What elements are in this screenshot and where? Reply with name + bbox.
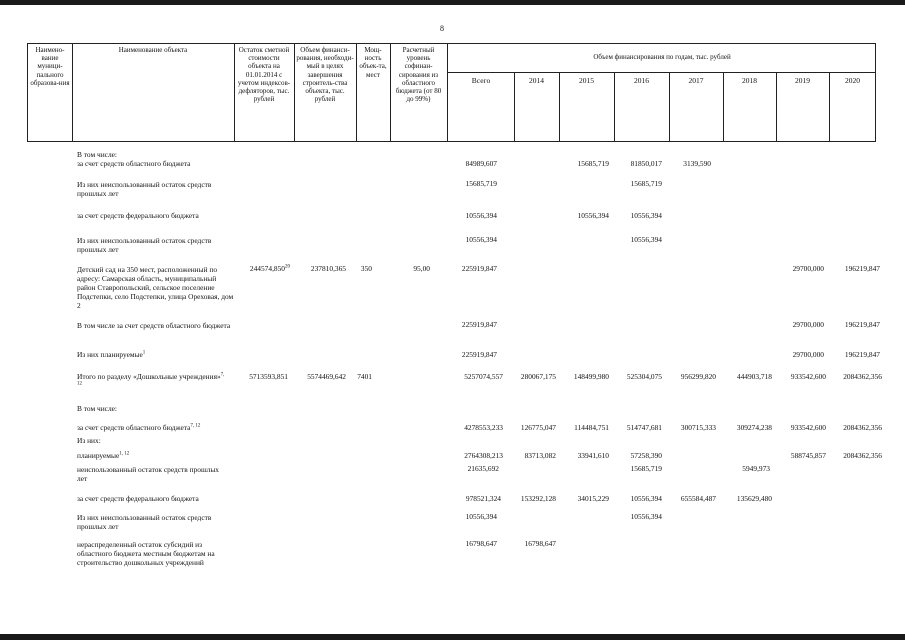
- row-total: 10556,394: [465, 512, 497, 521]
- header-year-2016: 2016: [634, 76, 649, 85]
- row-label: планируемые$^{1, 12}$: [77, 451, 130, 460]
- row-2016: 514747,681: [626, 423, 662, 432]
- row-label: В том числе за счет средств областного бюджета: [77, 321, 231, 330]
- row-2015: 148499,980: [573, 372, 609, 381]
- row-2019: 29700,000: [792, 264, 824, 273]
- table-header: [27, 43, 876, 142]
- row-2019: 29700,000: [792, 350, 824, 359]
- row-2014: 153292,128: [520, 494, 556, 503]
- row-label: Итого по разделу «Дошкольные учреждения»$^{7, 12}$: [77, 372, 225, 387]
- row-funding-volume: 5574469,642: [307, 372, 346, 381]
- row-remaining-cost: 244574,850$^{20}$: [249, 264, 290, 273]
- row-2017: 3139,590: [683, 159, 711, 168]
- row-total: 978521,324: [465, 494, 501, 503]
- row-2014: 280067,175: [520, 372, 556, 381]
- row-2016: 81850,017: [630, 159, 662, 168]
- row-label: Из них неиспользованный остаток средств прошлых лет: [77, 180, 212, 198]
- row-capacity: 7401: [357, 372, 372, 381]
- row-2018: 135629,480: [736, 494, 772, 503]
- row-total: 15685,719: [465, 179, 497, 188]
- row-2015: 10556,394: [577, 211, 609, 220]
- row-2016: 10556,394: [630, 512, 662, 521]
- row-2018: 309274,238: [736, 423, 772, 432]
- row-2015: 15685,719: [577, 159, 609, 168]
- row-2019: 933542,600: [790, 423, 826, 432]
- row-label: Из них неиспользованный остаток средств прошлых лет: [77, 236, 212, 254]
- row-2020: 2084362,356: [843, 451, 882, 460]
- row-2014: 83713,082: [524, 451, 556, 460]
- row-2017: 300715,333: [680, 423, 716, 432]
- row-label: Из них планируемые$^1$: [77, 350, 146, 359]
- row-total: 4278553,233: [464, 423, 503, 432]
- row-2016: 10556,394: [630, 211, 662, 220]
- row-2017: 655584,487: [680, 494, 716, 503]
- row-total: 84989,607: [465, 159, 497, 168]
- header-by-year: Объем финансирования по годам, тыс. рублей: [593, 53, 731, 61]
- header-year-2020: 2020: [845, 76, 860, 85]
- row-total: 2764308,213: [464, 451, 503, 460]
- row-total: 21635,692: [467, 464, 499, 473]
- header-object: Наименование объекта: [118, 46, 188, 54]
- row-2019: 933542,600: [790, 372, 826, 381]
- row-label: нераспределенный остаток субсидий из областного бюджета местным бюджетам на строительство дошкольных учреждений: [77, 540, 215, 567]
- row-2020: 196219,847: [844, 320, 880, 329]
- row-2015: 34015,229: [577, 494, 609, 503]
- row-total: 16798,647: [465, 539, 497, 548]
- row-cofinancing: 95,00: [413, 264, 430, 273]
- page-number: 8: [440, 24, 444, 33]
- row-2020: 2084362,356: [843, 372, 882, 381]
- row-2014: 126775,047: [520, 423, 556, 432]
- row-total: 225919,847: [461, 350, 497, 359]
- row-label: Из них:: [77, 436, 101, 445]
- top-border: [0, 0, 905, 5]
- row-label: Детский сад на 350 мест, расположенный по адресу: Самарская область, муниципальный район Ставропольский, сельское поселение Подстепки, село Подстепки, улица Ореховая, дом 2: [77, 265, 234, 310]
- row-label: В том числе:: [77, 404, 117, 413]
- header-remaining-cost: Остаток сметной стоимости объекта на 01.01.2014 с учетом индексов-дефляторов, тыс. рублей: [237, 46, 291, 104]
- header-year-2014: 2014: [529, 76, 544, 85]
- header-funding-volume: Объем финанси-рования, необходи-мый в целях завершения строитель-ства объекта, тыс. рублей: [296, 46, 354, 104]
- row-2020: 196219,847: [844, 350, 880, 359]
- row-remaining-cost: 5713593,851: [249, 372, 288, 381]
- row-total: 225919,847: [461, 320, 497, 329]
- row-label: В том числе: за счет средств областного бюджета: [77, 150, 191, 168]
- row-capacity: 350: [360, 264, 372, 273]
- row-2020: 196219,847: [844, 264, 880, 273]
- row-label: за счет средств областного бюджета$^{7, 12}$: [77, 423, 201, 432]
- row-2016: 10556,394: [630, 494, 662, 503]
- header-cofinancing: Расчетный уровень софинан-сирования из областного бюджета (от 80 до 99%): [395, 46, 442, 104]
- row-2018: 444903,718: [736, 372, 772, 381]
- header-year-2015: 2015: [579, 76, 594, 85]
- header-year-2018: 2018: [742, 76, 757, 85]
- row-2018: 5949,973: [742, 464, 770, 473]
- row-2016: 525304,075: [626, 372, 662, 381]
- bottom-border: [0, 634, 905, 640]
- row-label: за счет средств федерального бюджета: [77, 211, 199, 220]
- row-2014: 16798,647: [524, 539, 556, 548]
- row-2017: 956299,820: [680, 372, 716, 381]
- row-label: Из них неиспользованный остаток средств прошлых лет: [77, 513, 212, 531]
- row-2015: 33941,610: [577, 451, 609, 460]
- row-total: 10556,394: [465, 211, 497, 220]
- row-2019: 29700,000: [792, 320, 824, 329]
- header-year-total: Всего: [471, 76, 491, 85]
- row-2016: 10556,394: [630, 235, 662, 244]
- row-2015: 114484,751: [574, 423, 609, 432]
- header-capacity: Мощ-ность объек-та, мест: [359, 46, 387, 79]
- row-2020: 2084362,356: [843, 423, 882, 432]
- row-label: за счет средств федерального бюджета: [77, 494, 199, 503]
- row-2016: 15685,719: [630, 179, 662, 188]
- row-label: неиспользованный остаток средств прошлых лет: [77, 465, 219, 483]
- row-total: 10556,394: [465, 235, 497, 244]
- header-year-2019: 2019: [795, 76, 810, 85]
- row-2016: 15685,719: [630, 464, 662, 473]
- row-2016: 57258,390: [630, 451, 662, 460]
- row-total: 225919,847: [461, 264, 497, 273]
- header-year-2017: 2017: [688, 76, 704, 85]
- row-funding-volume: 237810,365: [310, 264, 346, 273]
- header-municipality: Наимено-вание муници-пального образова-ния: [30, 46, 70, 87]
- row-2019: 588745,857: [790, 451, 826, 460]
- row-total: 5257074,557: [464, 372, 503, 381]
